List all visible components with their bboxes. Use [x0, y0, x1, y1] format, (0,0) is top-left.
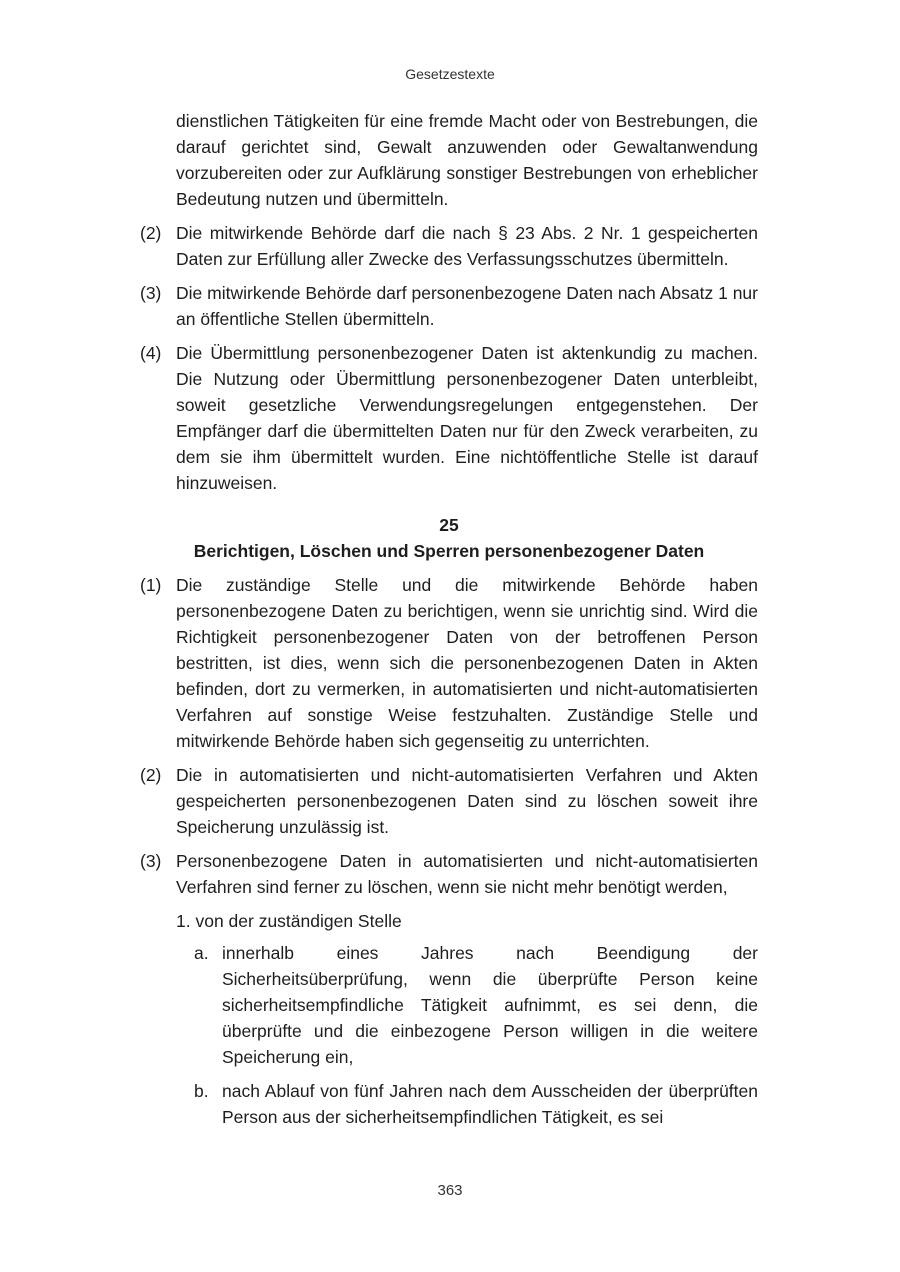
sub-item-a: [140, 940, 758, 1070]
sub-item-b: [140, 1078, 758, 1130]
list-item-1: 1. von der zuständigen Stelle: [176, 911, 402, 931]
sub-item-letter: b.: [194, 1081, 209, 1101]
paragraph-text: Personenbezogene Daten in automatisierten und nicht-automatisierten Verfahren sind ferner zu löschen, wenn sie nicht mehr benötigt werden,: [176, 851, 758, 897]
paragraph-2: [140, 220, 758, 272]
paragraph-number: (1): [140, 575, 162, 595]
paragraph-number: (3): [140, 283, 162, 303]
paragraph-text: Die Übermittlung personenbezogener Daten ist aktenkundig zu machen. Die Nutzung oder Übermittlung personenbezogener Daten unterbleibt, soweit gesetzliche Verwendungsregelungen entgegenstehen. Der Empfänger darf die übermittelten Daten nur für den Zweck verarbeiten, zu dem sie ihm übermittelt wurden. Eine nichtöffentliche Stelle ist darauf hinzuweisen.: [176, 343, 758, 493]
paragraph-text: Die in automatisierten und nicht-automatisierten Verfahren und Akten gespeicherten personenbezogenen Daten sind zu löschen soweit ihre Speicherung unzulässig ist.: [176, 765, 758, 837]
paragraph-text: Die mitwirkende Behörde darf personenbezogene Daten nach Absatz 1 nur an öffentliche Stellen übermitteln.: [176, 283, 758, 329]
section-title: Berichtigen, Löschen und Sperren personenbezogener Daten: [193, 541, 705, 561]
section-paragraph-1: [140, 572, 758, 754]
paragraph-4: [140, 340, 758, 496]
page-number: 363: [437, 1182, 463, 1199]
running-header: Gesetzestexte: [405, 66, 495, 82]
sub-item-text: nach Ablauf von fünf Jahren nach dem Ausscheiden der überprüften Person aus der sicherheitsempfindlichen Tätigkeit, es sei: [222, 1081, 758, 1127]
paragraph-text: Die zuständige Stelle und die mitwirkende Behörde haben personenbezogene Daten zu berichtigen, wenn sie unrichtig sind. Wird die Richtigkeit personenbezogener Daten von der betroffenen Person bestritten, ist dies, wenn sich die personenbezogenen Daten in Akten befinden, dort zu vermerken, in automatisierten und nicht-automatisierten Verfahren auf sonstige Weise festzuhalten. Zuständige Stelle und mitwirkende Behörde haben sich gegenseitig zu unterrichten.: [176, 575, 758, 751]
section-number: 25: [439, 515, 459, 535]
page-body: [140, 108, 758, 1138]
paragraph-text: Die mitwirkende Behörde darf die nach § 23 Abs. 2 Nr. 1 gespeicherten Daten zur Erfüllung aller Zwecke des Verfassungsschutzes übermitteln.: [176, 223, 758, 269]
paragraph-number: (2): [140, 765, 162, 785]
section-paragraph-3: [140, 848, 758, 900]
continuation-paragraph: dienstlichen Tätigkeiten für eine fremde Macht oder von Bestrebungen, die darauf gerichtet sind, Gewalt anzuwenden oder Gewaltanwendung vorzubereiten oder zur Aufklärung sonstiger Bestrebungen von erheblicher Bedeutung nutzen und übermitteln.: [176, 111, 758, 209]
sub-item-text: innerhalb eines Jahres nach Beendigung der Sicherheitsüberprüfung, wenn die überprüfte Person keine sicherheitsempfindliche Tätigkeit aufnimmt, es sei denn, die überprüfte und die einbezogene Person willigen in die weitere Speicherung ein,: [222, 943, 758, 1067]
section-paragraph-2: [140, 762, 758, 840]
paragraph-number: (4): [140, 343, 162, 363]
sub-item-letter: a.: [194, 943, 209, 963]
paragraph-3: [140, 280, 758, 332]
paragraph-number: (3): [140, 851, 162, 871]
paragraph-number: (2): [140, 223, 162, 243]
